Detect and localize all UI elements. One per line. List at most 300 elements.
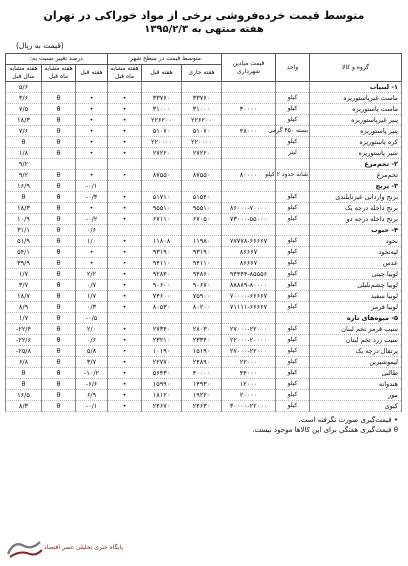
cell-month-week: •	[108, 280, 142, 291]
cell-item-name: کره پاستوریزه	[310, 137, 402, 148]
cell-month-week: •	[108, 368, 142, 379]
cell-chg-prev-week: ۱/۰	[76, 236, 108, 247]
report-title: متوسط قیمت خرده‌فروشی برخی از مواد خوراکی در تهران	[43, 9, 365, 22]
cell-item-name: کیوی	[310, 401, 402, 412]
cell-unit: بسته ۴۵۰ گرمی	[276, 126, 310, 137]
cell-current-week: ۹۰۶۷۰	[182, 280, 222, 291]
cell-unit: کیلو	[276, 236, 310, 247]
cell-month-week: •	[108, 236, 142, 247]
cell-item-name: ماست غیرپاستوریزه	[310, 93, 402, 104]
cell-chg-year: θ	[5, 137, 41, 148]
cell-current-week: ۱۵۱۹۰	[182, 346, 222, 357]
cell-month-week: •	[108, 192, 142, 203]
cell-chg-month: θ	[42, 247, 76, 258]
cell-chg-month: θ	[42, 313, 76, 324]
cell-chg-prev-week	[76, 159, 108, 170]
cell-market-price	[222, 115, 276, 126]
cell-chg-month: θ	[42, 401, 76, 412]
cell-month-week: •	[108, 104, 142, 115]
cell-current-week: ۲۲۰۰۰۰	[182, 137, 222, 148]
cell-prev-week	[142, 82, 182, 93]
cell-chg-month	[42, 82, 76, 93]
cell-chg-month: θ	[42, 104, 76, 115]
cell-prev-week: ۹۵۵۱۰	[142, 203, 182, 214]
cell-prev-week: ۲۲۶۲۰۰	[142, 115, 182, 126]
cell-prev-week: ۶۷۱۱۰	[142, 214, 182, 225]
cell-prev-week: ۲۳۲۱۰	[142, 335, 182, 346]
cell-chg-year: ۸/۳	[5, 401, 41, 412]
cell-chg-prev-week: •	[76, 126, 108, 137]
cell-chg-year: ۷/۵	[5, 104, 41, 115]
table-row	[5, 93, 401, 104]
col-item-header: گروه و کالا	[310, 54, 402, 82]
cell-unit: کیلو	[276, 247, 310, 258]
cell-chg-month: θ	[42, 346, 76, 357]
cell-market-price	[222, 313, 276, 324]
cell-chg-year: θ	[5, 192, 41, 203]
cell-chg-prev-week: ۶/۶-	[76, 379, 108, 390]
cell-market-price	[222, 181, 276, 192]
cell-current-week: ۱۴۹۳۰	[182, 379, 222, 390]
table-row	[5, 346, 401, 357]
cell-item-name: ۴- حبوب	[310, 225, 402, 236]
cell-chg-prev-week: •	[76, 148, 108, 159]
cell-chg-year: ۱۶/۹	[5, 181, 41, 192]
cell-prev-week: ۱۱۸۰۸	[142, 236, 182, 247]
cell-chg-month	[42, 159, 76, 170]
cell-prev-week: ۱۰۱۹۰	[142, 346, 182, 357]
cell-month-week: •	[108, 390, 142, 401]
cell-chg-month: θ	[42, 225, 76, 236]
cell-prev-week: ۱۵۹۹۰	[142, 379, 182, 390]
cell-chg-year: ۱۸/۳	[5, 203, 41, 214]
cell-chg-month: θ	[42, 324, 76, 335]
cell-item-name: برنج داخله درجه یک	[310, 203, 402, 214]
cell-item-name: پنیر پاستوریزه	[310, 126, 402, 137]
cell-market-price	[222, 137, 276, 148]
cell-chg-month: θ	[42, 214, 76, 225]
cell-prev-week: ۹۰۶۰۰	[142, 280, 182, 291]
cell-current-week	[182, 181, 222, 192]
table-row	[5, 324, 401, 335]
cell-item-name: سیب زرد تخم لبنان	[310, 335, 402, 346]
cell-unit: کیلو	[276, 335, 310, 346]
cell-chg-prev-week: ۰/۱-	[76, 401, 108, 412]
col-current-week-header: هفته جاری	[182, 65, 222, 82]
cell-market-price: ۲۲۰۰۰-۲۰۰۰۰	[222, 335, 276, 346]
cell-chg-prev-week: ۰/۶	[76, 225, 108, 236]
table-row	[5, 291, 401, 302]
avg-price-group-header: متوسط قیمت در سطح شهر:	[108, 54, 222, 65]
cell-prev-week	[142, 181, 182, 192]
table-group-row	[5, 181, 401, 192]
cell-chg-year: ۱۶/۵	[5, 390, 41, 401]
table-row	[5, 137, 401, 148]
cell-current-week	[182, 313, 222, 324]
cell-current-week: ۸۰۲۰۰	[182, 302, 222, 313]
cell-unit: لیتر	[276, 148, 310, 159]
cell-current-week: ۲۴۶۳۰	[182, 401, 222, 412]
cell-chg-prev-week: •	[76, 93, 108, 104]
cell-item-name: عدس	[310, 258, 402, 269]
cell-market-price: ۴۸۰۰۰	[222, 126, 276, 137]
cell-item-name: نخود	[310, 236, 402, 247]
cell-month-week: •	[108, 346, 142, 357]
cell-unit: کیلو	[276, 401, 310, 412]
cell-item-name: پرتقال درجه یک	[310, 346, 402, 357]
table-row	[5, 368, 401, 379]
cell-chg-month: θ	[42, 302, 76, 313]
cell-unit: شانه حدود ۲ کیلو	[276, 170, 310, 181]
cell-chg-year: ۱/۸	[5, 148, 41, 159]
cell-chg-year: ۲۵/۸-	[5, 346, 41, 357]
cell-unit: کیلو	[276, 192, 310, 203]
cell-prev-week: ۲۲۰۰۰۰	[142, 137, 182, 148]
cell-chg-month: θ	[42, 357, 76, 368]
cell-prev-week: ۹۴۱۱۰	[142, 258, 182, 269]
cell-chg-year: ۵۱/۹	[5, 236, 41, 247]
cell-prev-week: ۸۷۵۵۰	[142, 170, 182, 181]
cell-market-price: ۸۰۰۰۰	[222, 170, 276, 181]
cell-chg-prev-week	[76, 82, 108, 93]
table-row	[5, 401, 401, 412]
cell-chg-month: θ	[42, 379, 76, 390]
cell-current-week: ۹۵۵۱۰	[182, 203, 222, 214]
table-row	[5, 302, 401, 313]
cell-market-price: ۷۰۰۰۰-۶۶۶۶۷	[222, 291, 276, 302]
cell-chg-month: θ	[42, 269, 76, 280]
cell-prev-week: ۱۸۱۲۰	[142, 390, 182, 401]
table-row	[5, 148, 401, 159]
cell-chg-prev-week: ۰/۲-	[76, 214, 108, 225]
cell-chg-prev-week: ۰/۳-	[76, 192, 108, 203]
cell-unit: کیلو	[276, 137, 310, 148]
cell-unit: کیلو	[276, 379, 310, 390]
cell-unit: کیلو	[276, 357, 310, 368]
cell-market-price: ۷۳۰۰۰-۵۵۰۰۰	[222, 214, 276, 225]
col-month-week-header: هفته مشابه ماه قبل	[108, 65, 142, 82]
cell-prev-week: ۵۶۴۳۰	[142, 368, 182, 379]
table-row	[5, 104, 401, 115]
cell-prev-week: ۲۷۳۴۰	[142, 324, 182, 335]
cell-chg-prev-week: ۰/۵-	[76, 313, 108, 324]
cell-prev-week: ۷۴۶۰۰	[142, 291, 182, 302]
cell-current-week	[182, 159, 222, 170]
watermark-logo-icon	[4, 538, 44, 560]
cell-unit: کیلو	[276, 368, 310, 379]
cell-current-week: ۲۷۲۲۰	[182, 148, 222, 159]
cell-current-week: ۲۳۳۴۰	[182, 335, 222, 346]
table-row	[5, 335, 401, 346]
cell-current-week: ۱۱۹۸۰	[182, 236, 222, 247]
cell-item-name: لوبیا چشم‌بلبلی	[310, 280, 402, 291]
cell-market-price: ۱۲۰۰۰	[222, 379, 276, 390]
cell-item-name: سیب قرمز تخم لبنان	[310, 324, 402, 335]
cell-month-week: •	[108, 115, 142, 126]
cell-market-price: ۸۶۰۰۰-۷۰۰۰۰	[222, 203, 276, 214]
table-row	[5, 280, 401, 291]
cell-unit: کیلو	[276, 280, 310, 291]
cell-chg-month: θ	[42, 258, 76, 269]
cell-item-name: هندوانه	[310, 379, 402, 390]
cell-chg-prev-week: •	[76, 170, 108, 181]
cell-current-week: ۲۴۸۹۰	[182, 357, 222, 368]
cell-market-price	[222, 192, 276, 203]
cell-prev-week: ۹۳۱۹۰	[142, 247, 182, 258]
cell-month-week	[108, 181, 142, 192]
table-row	[5, 192, 401, 203]
cell-chg-prev-week: •	[76, 258, 108, 269]
cell-unit: کیلو	[276, 324, 310, 335]
table-row	[5, 357, 401, 368]
cell-market-price: ۸۶۶۶۷	[222, 247, 276, 258]
cell-month-week: •	[108, 148, 142, 159]
change-group-header: درصد تغییر نسبت به:	[5, 54, 107, 65]
price-table	[5, 53, 402, 412]
cell-chg-prev-week: ۲/۲	[76, 269, 108, 280]
table-group-row	[5, 82, 401, 93]
cell-item-name: پنیر غیرپاستوریزه	[310, 115, 402, 126]
table-row	[5, 258, 401, 269]
cell-chg-prev-week: ۳/۷	[76, 357, 108, 368]
cell-current-week: ۵۱۰۷۰	[182, 126, 222, 137]
cell-month-week: •	[108, 302, 142, 313]
cell-market-price: ۳۰۰۰۰-۲۲۰۰۰	[222, 401, 276, 412]
col-prev-week-header: هفته قبل	[142, 65, 182, 82]
watermark	[4, 538, 124, 562]
cell-chg-year: ۱/۷	[5, 313, 41, 324]
cell-prev-week: ۸۰۵۳۰	[142, 302, 182, 313]
cell-chg-year: ۱۸/۳	[5, 115, 41, 126]
cell-current-week: ۶۷۰۵۰	[182, 214, 222, 225]
cell-market-price: ۲۷۰۰۰-۲۲۰۰۰	[222, 324, 276, 335]
cell-chg-month: θ	[42, 170, 76, 181]
cell-chg-prev-week: ۰/۷	[76, 280, 108, 291]
cell-chg-year: ۶/۸	[5, 357, 41, 368]
cell-item-name: ۲- تخم‌مرغ	[310, 159, 402, 170]
cell-market-price	[222, 159, 276, 170]
cell-item-name: لوبیا سفید	[310, 291, 402, 302]
table-row	[5, 269, 401, 280]
cell-prev-week	[142, 225, 182, 236]
cell-unit	[276, 225, 310, 236]
cell-market-price	[222, 82, 276, 93]
cell-item-name: ۵- میوه‌های تازه	[310, 313, 402, 324]
cell-current-week: ۴۰۰۰۰	[182, 368, 222, 379]
cell-market-price: ۲۲۰۰۰	[222, 357, 276, 368]
cell-month-week: •	[108, 379, 142, 390]
cell-chg-month: θ	[42, 148, 76, 159]
cell-month-week	[108, 313, 142, 324]
cell-current-week: ۹۳۱۹۰	[182, 247, 222, 258]
cell-market-price: ۲۰۰۰۰	[222, 390, 276, 401]
cell-current-week	[182, 82, 222, 93]
col-chg-year-header: هفته مشابه سال قبل	[5, 65, 41, 82]
cell-month-week: •	[108, 214, 142, 225]
cell-chg-prev-week: ۱۰/۲-	[76, 368, 108, 379]
col-chg-prev-header: هفته قبل	[76, 65, 108, 82]
cell-chg-month: θ	[42, 181, 76, 192]
cell-item-name: لپه‌نخود	[310, 247, 402, 258]
col-market-header: قیمت میادین شهرداری	[222, 54, 276, 82]
watermark-text: پایگاه خبری تحلیلی عصر اقتصاد	[44, 544, 124, 551]
cell-unit: کیلو	[276, 291, 310, 302]
cell-unit: کیلو	[276, 203, 310, 214]
cell-market-price	[222, 225, 276, 236]
cell-chg-year: ۱/۷	[5, 269, 41, 280]
cell-month-week: •	[108, 137, 142, 148]
cell-unit: کیلو	[276, 93, 310, 104]
cell-current-week: ۲۸۰۳۰	[182, 324, 222, 335]
cell-chg-month: θ	[42, 390, 76, 401]
cell-item-name: شیر پاستوریزه	[310, 148, 402, 159]
report-subtitle: هفته منتهی به ۱۳۹۵/۲/۳	[144, 24, 264, 35]
cell-chg-year: ۵۴/۱	[5, 247, 41, 258]
table-group-row	[5, 313, 401, 324]
table-row	[5, 236, 401, 247]
cell-prev-week: ۲۷۲۲۰	[142, 148, 182, 159]
cell-chg-year: ۳۹/۹	[5, 258, 41, 269]
cell-current-week	[182, 225, 222, 236]
cell-current-week: ۹۴۱۱۰	[182, 258, 222, 269]
cell-market-price: ۳۰۰۰۰	[222, 104, 276, 115]
col-chg-month-header: هفته مشابه ماه قبل	[42, 65, 76, 82]
cell-prev-week: ۳۱۰۰۰	[142, 104, 182, 115]
cell-prev-week: ۲۲۷۷۰	[142, 357, 182, 368]
footnote-not-priced: • قیمت‌گیری صورت نگرفته است.	[298, 416, 398, 424]
table-row	[5, 247, 401, 258]
cell-unit: کیلو	[276, 104, 310, 115]
cell-month-week: •	[108, 401, 142, 412]
cell-chg-month: θ	[42, 280, 76, 291]
cell-chg-year: ۳۱/۱	[5, 225, 41, 236]
cell-item-name: لیموشیرین	[310, 357, 402, 368]
cell-chg-prev-week: ۶/۹	[76, 390, 108, 401]
cell-item-name: ۱- لبنیات	[310, 82, 402, 93]
table-row	[5, 214, 401, 225]
cell-chg-year: ۹/۲	[5, 170, 41, 181]
cell-market-price: ۸۸۸۸۹-۸۰۰۰۰	[222, 280, 276, 291]
cell-month-week: •	[108, 203, 142, 214]
cell-unit	[276, 313, 310, 324]
cell-unit: کیلو	[276, 269, 310, 280]
cell-unit	[276, 82, 310, 93]
cell-chg-month: θ	[42, 335, 76, 346]
cell-current-week: ۹۴۸۶۰	[182, 269, 222, 280]
cell-item-name: موز	[310, 390, 402, 401]
cell-unit: کیلو	[276, 115, 310, 126]
footnote-weekly-unavailable: θ قیمت‌گیری هفتگی برای این کالاها موجود نیست.	[252, 426, 398, 434]
cell-current-week: ۳۳۷۶۰	[182, 93, 222, 104]
cell-chg-prev-week: ۵/۸	[76, 346, 108, 357]
cell-chg-year: ۳/۶	[5, 93, 41, 104]
cell-chg-year: ۲۲/۴-	[5, 324, 41, 335]
table-row	[5, 170, 401, 181]
cell-month-week	[108, 82, 142, 93]
cell-item-name: ۳- برنج	[310, 181, 402, 192]
cell-month-week: •	[108, 170, 142, 181]
cell-chg-year: ۷/۶	[5, 126, 41, 137]
table-group-row	[5, 159, 401, 170]
cell-month-week: •	[108, 357, 142, 368]
cell-unit: کیلو	[276, 214, 310, 225]
cell-chg-month: θ	[42, 115, 76, 126]
cell-prev-week: ۹۲۸۴۰	[142, 269, 182, 280]
cell-market-price: ۸۶۶۶۷	[222, 258, 276, 269]
cell-chg-year: ۲۲/۶-	[5, 335, 41, 346]
cell-current-week: ۸۷۵۵۰	[182, 170, 222, 181]
cell-prev-week: ۵۱۷۱۰	[142, 192, 182, 203]
cell-current-week: ۳۱۰۰۰	[182, 104, 222, 115]
cell-chg-prev-week: •	[76, 104, 108, 115]
cell-chg-prev-week: ۰/۱-	[76, 181, 108, 192]
cell-chg-month: θ	[42, 93, 76, 104]
cell-chg-year: ۱۰/۹	[5, 214, 41, 225]
table-row	[5, 115, 401, 126]
table-row	[5, 390, 401, 401]
cell-market-price: ۷۷۷۷۸-۶۶۶۶۷	[222, 236, 276, 247]
cell-unit	[276, 181, 310, 192]
cell-unit: کیلو	[276, 258, 310, 269]
cell-month-week: •	[108, 258, 142, 269]
cell-chg-prev-week: ۲/۰	[76, 324, 108, 335]
cell-market-price: ۲۷۰۰۰-۲۲۰۰۰	[222, 346, 276, 357]
cell-market-price: ۴۴۰۰۰	[222, 368, 276, 379]
cell-chg-month: θ	[42, 192, 76, 203]
cell-chg-prev-week: •	[76, 137, 108, 148]
cell-unit: کیلو	[276, 390, 310, 401]
cell-unit	[276, 159, 310, 170]
cell-market-price: ۷۱۱۱۱-۶۶۶۶۷	[222, 302, 276, 313]
cell-chg-month: θ	[42, 126, 76, 137]
cell-chg-month: θ	[42, 368, 76, 379]
cell-item-name: لوبیا قرمز	[310, 302, 402, 313]
table-group-row	[5, 225, 401, 236]
table-row	[5, 126, 401, 137]
cell-chg-prev-week: •	[76, 115, 108, 126]
cell-item-name: ماست پاستوریزه	[310, 104, 402, 115]
cell-unit: کیلو	[276, 346, 310, 357]
cell-chg-prev-week: •	[76, 247, 108, 258]
cell-chg-year: ۵/۶	[5, 82, 41, 93]
cell-item-name: برنج وارداتی غیرتایلندی	[310, 192, 402, 203]
col-unit-header: واحد	[276, 54, 310, 82]
table-body	[5, 82, 401, 412]
cell-chg-prev-week: ۱/۷	[76, 291, 108, 302]
cell-item-name: برنج داخله درجه دو	[310, 214, 402, 225]
table-row	[5, 203, 401, 214]
cell-prev-week	[142, 159, 182, 170]
cell-chg-year: ۹/۲	[5, 159, 41, 170]
cell-chg-month: θ	[42, 236, 76, 247]
cell-chg-year: θ	[5, 368, 41, 379]
cell-month-week: •	[108, 247, 142, 258]
cell-month-week	[108, 159, 142, 170]
cell-current-week: ۷۵۹۰۰	[182, 291, 222, 302]
cell-chg-prev-week: •	[76, 203, 108, 214]
cell-month-week: •	[108, 291, 142, 302]
cell-item-name: لوبیا چیتی	[310, 269, 402, 280]
cell-market-price	[222, 93, 276, 104]
cell-chg-year: ۸/۹	[5, 302, 41, 313]
cell-month-week: •	[108, 324, 142, 335]
cell-month-week: •	[108, 269, 142, 280]
cell-prev-week: ۳۳۷۶۰	[142, 93, 182, 104]
currency-note: (قیمت به ریال)	[16, 41, 64, 50]
cell-chg-year: ۳/۷	[5, 280, 41, 291]
table-row	[5, 379, 401, 390]
cell-prev-week	[142, 313, 182, 324]
